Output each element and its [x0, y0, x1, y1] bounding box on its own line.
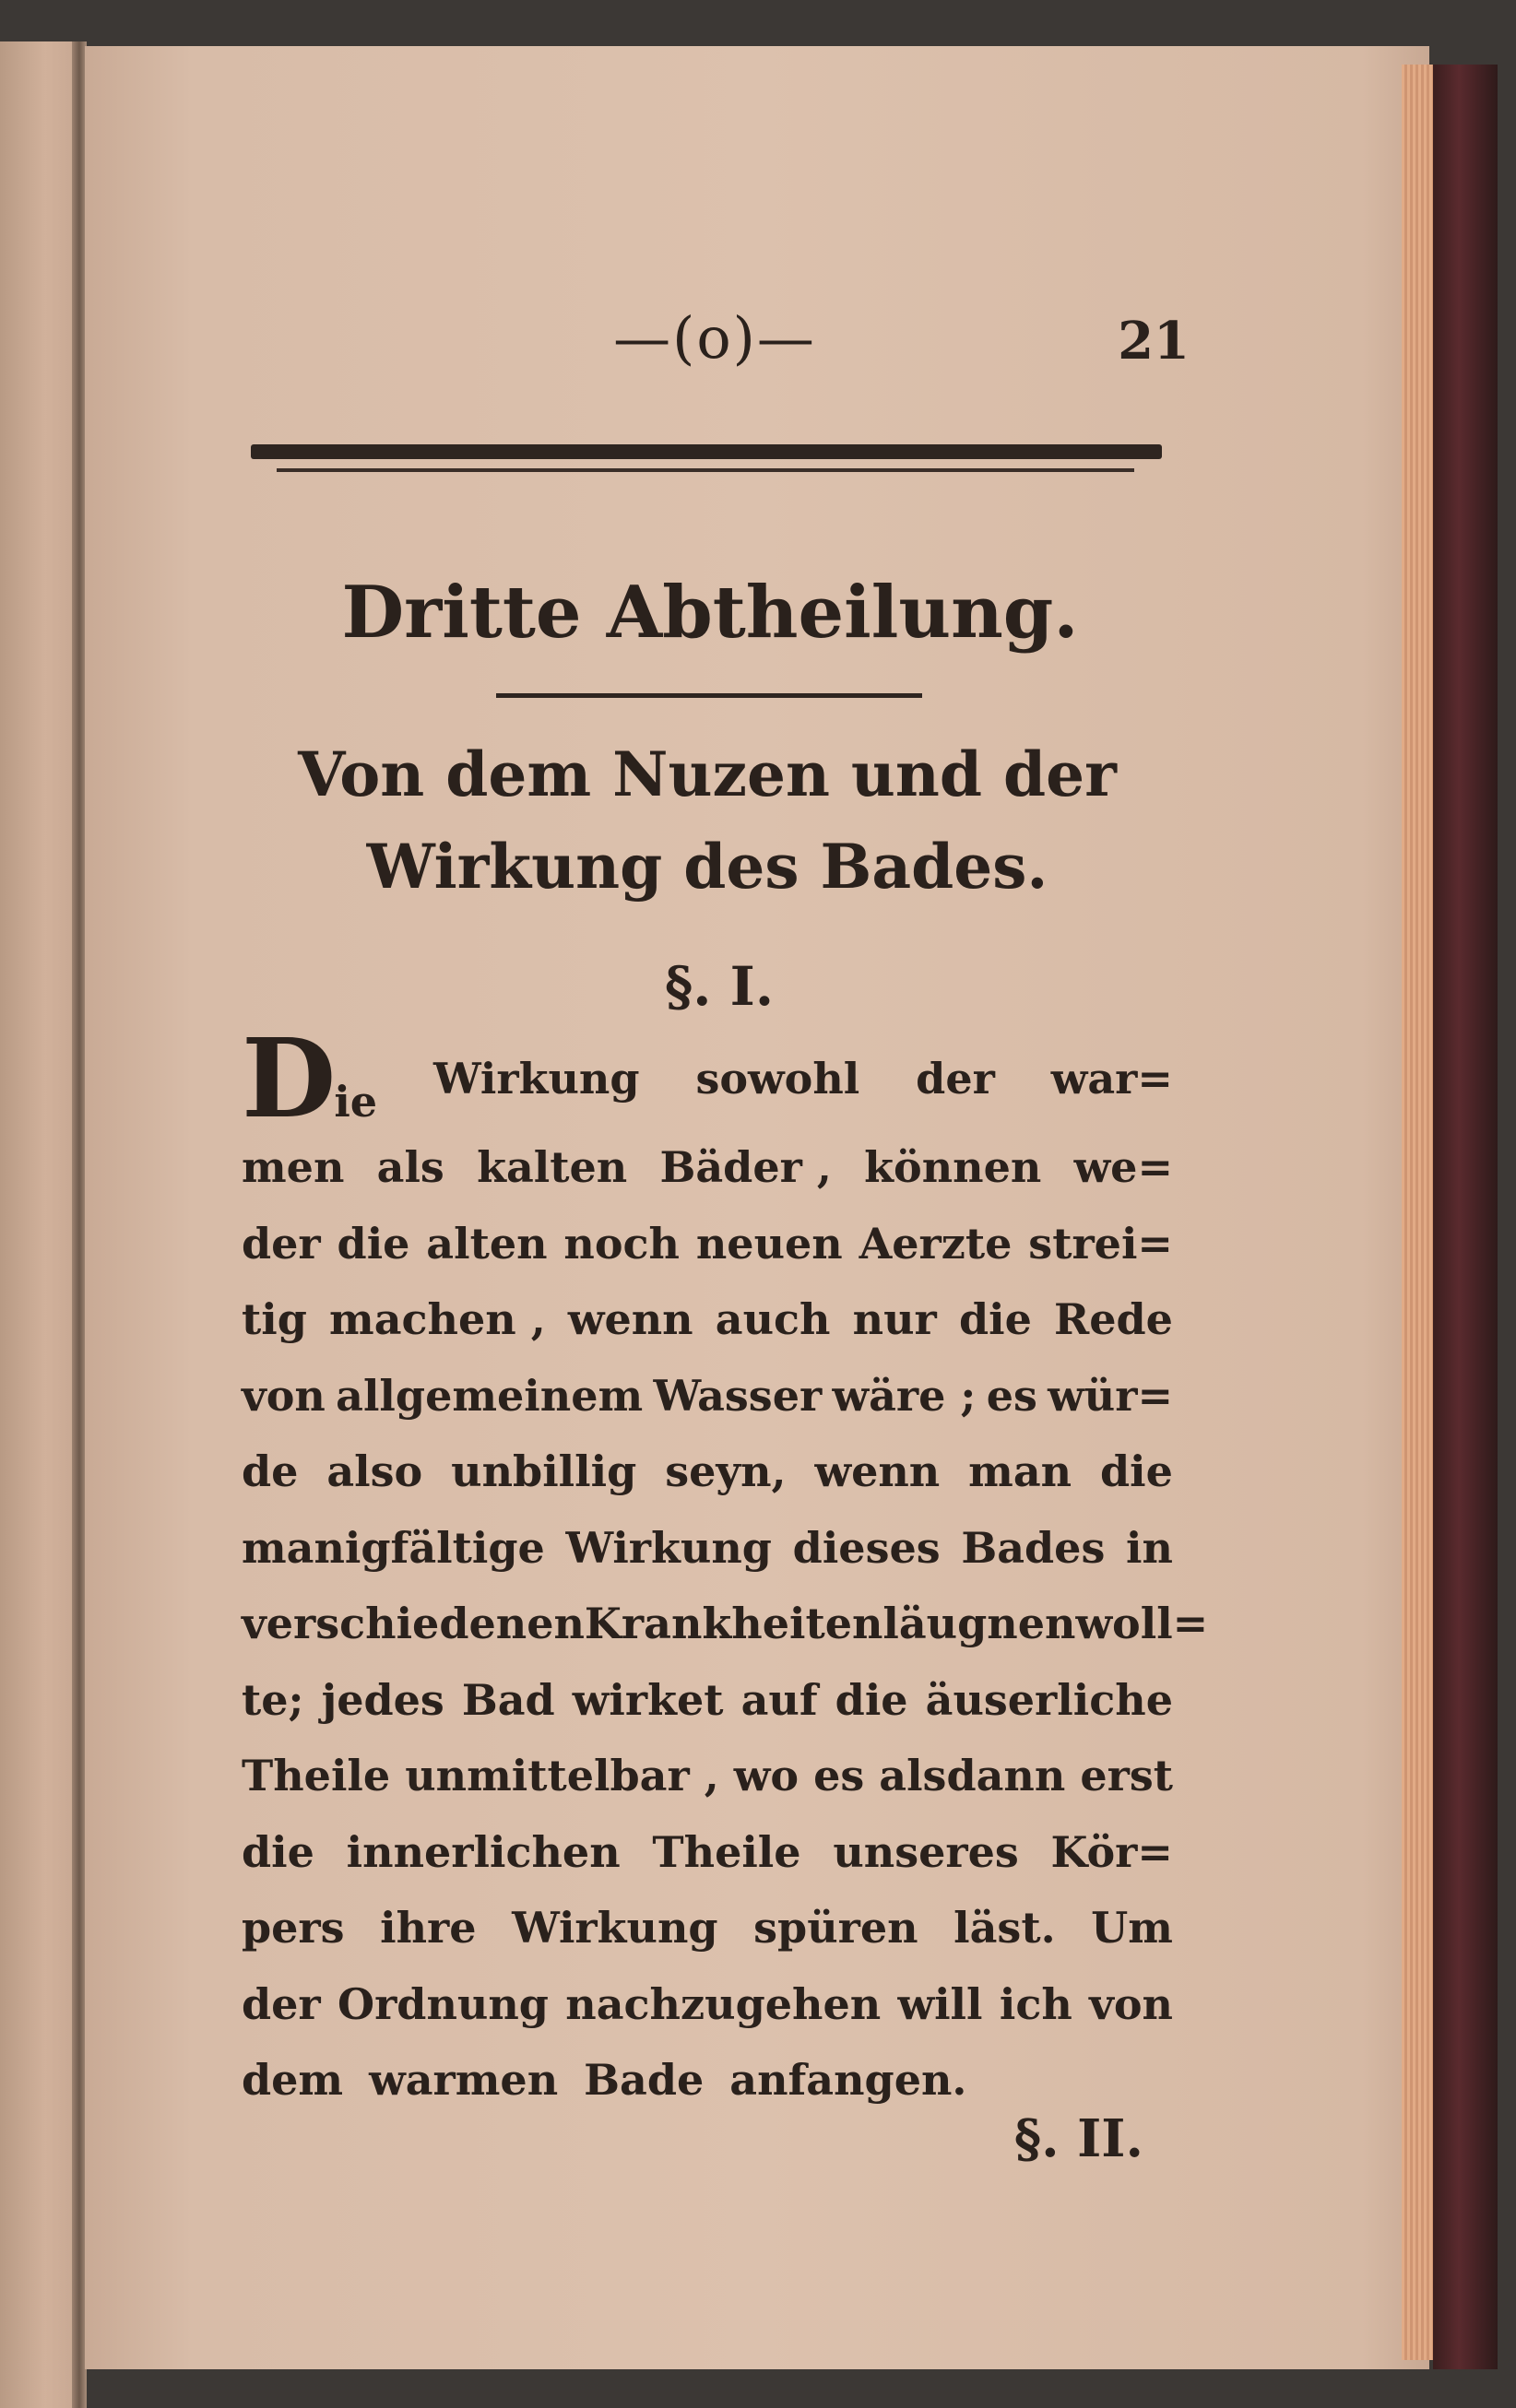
word: spüren: [753, 1903, 918, 1953]
word: Um: [1091, 1903, 1173, 1953]
word: sowohl: [695, 1054, 860, 1104]
header-rule-thin: [277, 468, 1134, 472]
word: auf: [740, 1674, 818, 1725]
word: Bades: [961, 1522, 1106, 1573]
word: ich: [999, 1978, 1072, 2029]
text-line: [242, 1814, 1173, 1891]
word: strei=: [1028, 1218, 1173, 1269]
word: will: [897, 1978, 983, 2029]
word: wirket: [572, 1674, 724, 1725]
word: allgemeinem: [336, 1370, 644, 1421]
word: der: [916, 1054, 995, 1104]
catchword: §. II.: [1013, 2108, 1143, 2169]
text-line: [242, 1510, 1173, 1587]
text-line: [242, 1662, 1173, 1739]
section-title: Dritte Abtheilung.: [341, 571, 1079, 655]
text-line: [242, 1890, 1173, 1966]
word: wo: [733, 1751, 799, 1800]
word: Wirkung: [512, 1903, 718, 1953]
word: innerlichen: [346, 1826, 621, 1877]
word: können: [864, 1142, 1042, 1192]
word: jedes: [321, 1674, 444, 1725]
text-line: [242, 1358, 1173, 1434]
word: machen ,: [329, 1294, 546, 1344]
word: von: [242, 1370, 326, 1421]
book-cover-edge: [1433, 65, 1498, 2369]
word: wäre ;: [832, 1370, 977, 1421]
word: äuserliche: [925, 1674, 1173, 1725]
word: Bade: [584, 2055, 705, 2105]
word: Rede: [1054, 1294, 1173, 1344]
text-line: [242, 1206, 1173, 1282]
word: unbillig: [451, 1446, 637, 1496]
word: unmittelbar ,: [405, 1751, 719, 1800]
word: we=: [1073, 1142, 1173, 1192]
word: Wirkung: [433, 1054, 640, 1104]
text-line: [242, 1281, 1173, 1358]
word: läugnen: [882, 1599, 1076, 1648]
word: Kör=: [1050, 1826, 1173, 1877]
word: alsdann: [879, 1751, 1066, 1800]
word: anfangen.: [729, 2055, 967, 2105]
word: Aerzte: [859, 1218, 1013, 1269]
word: der: [242, 1978, 321, 2029]
word: Wasser: [653, 1370, 823, 1421]
text-line: [242, 1738, 1173, 1814]
word: tig: [242, 1294, 307, 1344]
paragraph-mark: §. I.: [664, 955, 775, 1018]
word: ihre: [380, 1903, 477, 1953]
word: Bad: [461, 1674, 555, 1725]
text-line: [242, 1586, 1209, 1662]
page-number: 21: [1118, 311, 1190, 372]
word: Theile: [652, 1826, 801, 1877]
word: der: [242, 1218, 321, 1269]
word: de: [242, 1446, 299, 1496]
word: von: [1089, 1978, 1173, 2029]
text-line: [242, 1966, 1173, 2043]
word: wenn: [814, 1446, 941, 1496]
word: Wirkung: [565, 1522, 772, 1573]
word: es: [813, 1751, 865, 1800]
page-block-edge: [1402, 65, 1435, 2360]
word: die: [958, 1294, 1032, 1344]
word: Theile: [242, 1751, 391, 1800]
word: läst.: [953, 1903, 1056, 1953]
word: te;: [242, 1674, 304, 1725]
word: wenn: [567, 1294, 693, 1344]
word: auch: [715, 1294, 831, 1344]
word: neuen: [695, 1218, 843, 1269]
word: kalten: [477, 1142, 628, 1192]
title-underline-rule: [496, 693, 922, 698]
drop-cap: D: [242, 1014, 337, 1142]
left-page-edge: [0, 41, 83, 2408]
word: Bäder ,: [659, 1142, 832, 1192]
word: die: [337, 1218, 410, 1269]
word: wür=: [1048, 1370, 1173, 1421]
word: es: [986, 1370, 1037, 1421]
word: in: [1126, 1522, 1173, 1573]
word: die: [242, 1826, 314, 1877]
word: seyn,: [665, 1446, 787, 1496]
word: pers: [242, 1903, 345, 1953]
word: ie: [334, 1077, 378, 1127]
word: die: [1100, 1446, 1173, 1496]
word: also: [326, 1446, 423, 1496]
word: nachzugehen: [565, 1978, 882, 2029]
word: manigfältige: [242, 1522, 545, 1573]
word: als: [376, 1142, 444, 1192]
word: dieses: [792, 1522, 941, 1573]
word: dem: [242, 2055, 344, 2105]
body-text: [242, 1014, 1209, 2119]
word: unseres: [833, 1826, 1019, 1877]
word: nur: [852, 1294, 937, 1344]
text-line: [242, 1434, 1173, 1510]
word: man: [968, 1446, 1072, 1496]
word: die: [835, 1674, 908, 1725]
word: war=: [1050, 1054, 1173, 1104]
header-ornament: —(o)—: [613, 304, 816, 372]
word: alten: [426, 1218, 548, 1269]
drop-cap-word: [242, 1014, 378, 1142]
header-rule-thick: [251, 444, 1162, 459]
word: verschiedenen: [242, 1599, 585, 1648]
word: erst: [1080, 1751, 1173, 1800]
word: Krankheiten: [584, 1599, 883, 1648]
word: woll=: [1075, 1599, 1209, 1648]
word: warmen: [369, 2055, 559, 2105]
word: men: [242, 1142, 345, 1192]
text-line: [242, 1129, 1173, 1206]
text-line: [242, 1014, 1173, 1142]
chapter-heading: Von dem Nuzen und der Wirkung des Bades.: [298, 738, 1117, 903]
word: Ordnung: [338, 1978, 549, 2029]
word: noch: [563, 1218, 680, 1269]
